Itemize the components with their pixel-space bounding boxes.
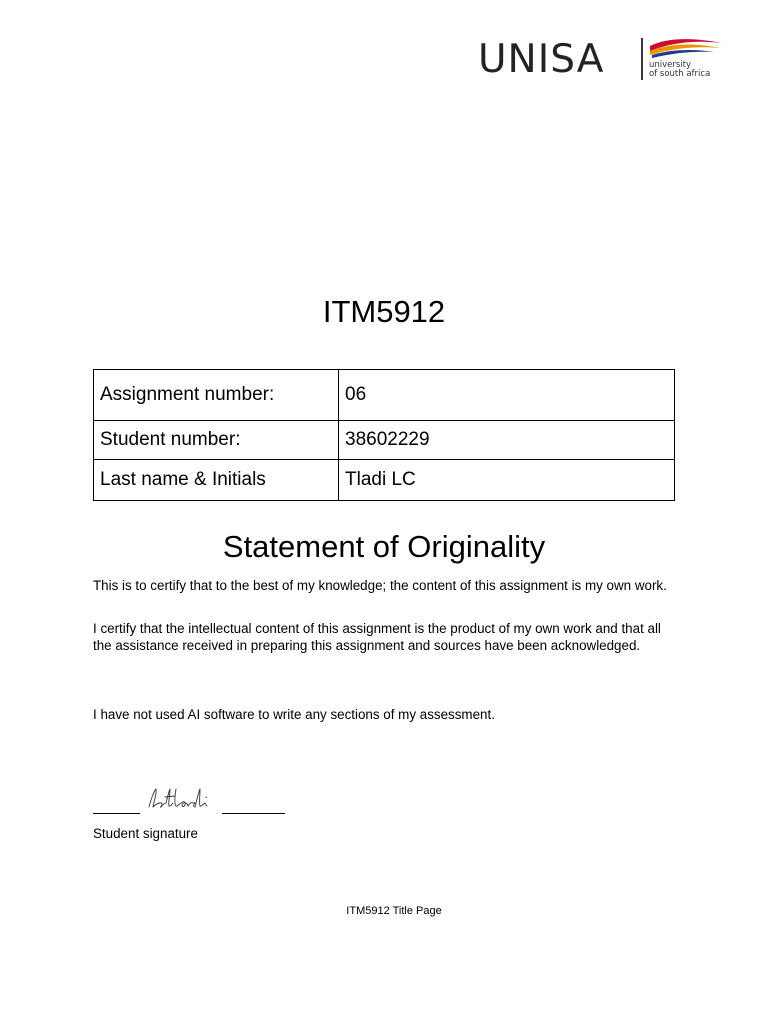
statement-paragraph-3: I have not used AI software to write any sections of my assessment. (93, 707, 495, 722)
table-row (94, 460, 675, 501)
student-signature-label: Student signature (93, 826, 198, 841)
assignment-number-value: 06 (339, 370, 675, 421)
statement-heading: Statement of Originality (222, 529, 546, 564)
student-number-value: 38602229 (339, 421, 675, 460)
logo-subtitle-line1: university (649, 60, 692, 70)
last-name-initials-label: Last name & Initials (94, 460, 339, 501)
signature-line-right (222, 813, 285, 814)
assignment-number-label: Assignment number: (94, 370, 339, 421)
statement-paragraph-2: I certify that the intellectual content of this assignment is the product of my own work and that all the assistance received in preparing this assignment and sources have been acknowledged. (93, 621, 661, 653)
statement-paragraph-1: This is to certify that to the best of my knowledge; the content of this assignment is my own work. (93, 578, 667, 593)
table-row (94, 421, 675, 460)
logo-wordmark: UNISA (478, 37, 605, 82)
course-code-title: ITM5912 (322, 294, 446, 329)
logo-divider (641, 38, 643, 80)
page-footer: ITM5912 Title Page (346, 905, 442, 917)
assignment-info-table (93, 369, 675, 501)
student-number-label: Student number: (94, 421, 339, 460)
handwritten-signature (145, 785, 219, 813)
table-row (94, 370, 675, 421)
logo-subtitle (649, 61, 710, 79)
unisa-logo (478, 36, 728, 84)
last-name-initials-value: Tladi LC (339, 460, 675, 501)
logo-subtitle-line2: of south africa (649, 69, 711, 79)
signature-line-left (93, 813, 140, 814)
logo-swoosh-icon (648, 37, 724, 61)
